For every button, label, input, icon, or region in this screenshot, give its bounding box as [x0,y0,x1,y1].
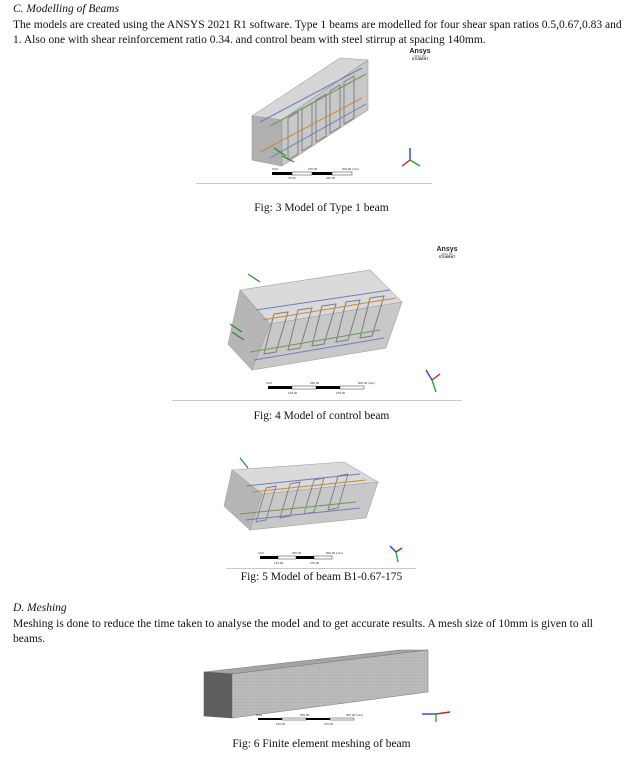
scale-bar [272,167,359,180]
scale-label-4: 375.00 [324,722,334,726]
scale-label-1: 150.00 [308,167,318,171]
scale-label-2: 500.00 (mm) [358,381,376,385]
scale-label-0: 0.00 [266,381,272,385]
scale-label-2: 500.00 (mm) [346,713,364,717]
figure-3-caption: Fig: 3 Model of Type 1 beam [254,202,389,214]
scale-label-4: 225.00 [326,176,336,180]
axis-triad-icon [426,370,440,392]
scale-label-0: 0.00 [272,167,278,171]
figure-4-beam-model [170,240,466,400]
figure-3 [190,48,440,188]
scale-bar [266,381,375,395]
scale-label-2: 300.00 (mm) [342,167,360,171]
paragraph-modelling-line-1: The models are created using the ANSYS 2021 R1 software. Type 1 beams are modelled for four shear span ratios 0.5,0.67,0.83 and [13,19,622,31]
figure-6-meshed-beam [196,648,458,728]
mesh-front-face [204,672,232,718]
scale-label-2: 500.00 (mm) [326,551,344,555]
beam-front-face [252,116,282,166]
figure-6 [196,648,458,728]
ansys-logo: Ansys 2021 R2 STUDENT [409,48,431,61]
figure-3-divider [196,183,432,184]
paragraph-meshing-line-2: beams. [13,633,46,645]
scale-label-3: 125.00 [288,391,298,395]
scale-label-3: 125.00 [274,561,284,565]
scale-label-1: 250.00 [310,381,320,385]
scale-label-4: 375.00 [310,561,320,565]
axis-triad-icon [390,546,402,562]
figure-5-divider [226,568,416,569]
scale-bar [258,551,343,565]
paragraph-modelling-line-2: 1. Also one with shear reinforcement ratio 0.34. and control beam with steel stirrup at spacing 140mm. [13,34,486,46]
figure-6-caption: Fig: 6 Finite element meshing of beam [232,738,411,750]
figure-5-caption: Fig: 5 Model of beam B1-0.67-175 [240,571,403,583]
scale-label-1: 250.00 [300,713,310,717]
axis-triad-icon [402,148,420,166]
scale-label-0: 0.00 [256,713,262,717]
scale-label-0: 0.00 [258,551,264,555]
figure-5 [210,452,425,568]
figure-3-beam-model [190,48,440,188]
paragraph-meshing-line-1: Meshing is done to reduce the time taken to analyse the model and to get accurate results. A mesh size of 10mm is given to all [13,618,593,630]
scale-bar [256,713,363,726]
figure-4 [170,240,466,400]
ansys-logo: Ansys 2021 R2 STUDENT [436,246,458,259]
section-heading-meshing: D. Meshing [13,602,67,614]
scale-label-1: 250.00 [292,551,302,555]
figure-4-divider [172,400,462,401]
scale-label-4: 375.00 [336,391,346,395]
figure-5-beam-model [210,452,425,568]
figure-4-caption: Fig: 4 Model of control beam [253,410,390,422]
scale-label-3: 125.00 [276,722,286,726]
scale-label-3: 75.00 [288,176,296,180]
axis-triad-icon [422,712,450,722]
section-heading-modelling: C. Modelling of Beams [13,3,120,15]
